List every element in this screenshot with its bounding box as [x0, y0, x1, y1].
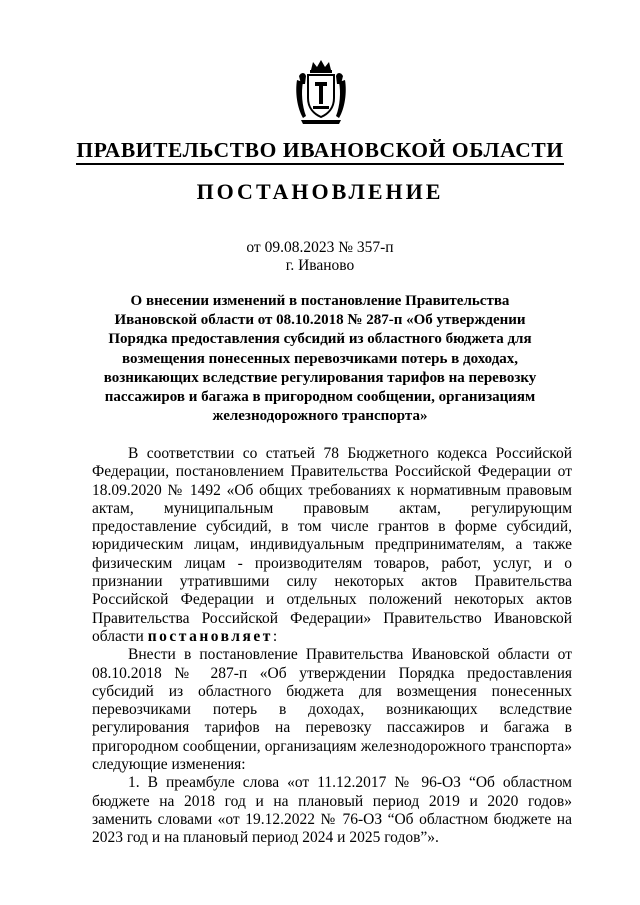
- intro-paragraph: Внести в постановление Правительства Ивановской области от 08.10.2018 № 287-п «Об утверждении Порядка предоставления субсидий из областного бюджета для возмещения понесенных перевозчиками потерь в доходах, возникающих вследствие регулирования тарифов на перевозку пассажиров и багажа в пригородном сообщении, организациям железнодорожного транспорта» следующие изменения:: [92, 646, 572, 774]
- document-date-number: от 09.08.2023 № 357-п: [246, 239, 394, 256]
- document-body: [92, 445, 572, 848]
- document-type: ПОСТАНОВЛЕНИЕ: [196, 179, 444, 204]
- organization-title: ПРАВИТЕЛЬСТВО ИВАНОВСКОЙ ОБЛАСТИ: [0, 138, 640, 163]
- coat-of-arms-icon: [293, 58, 349, 128]
- resolves-word: постановляет: [147, 627, 273, 645]
- preamble-paragraph: [92, 445, 572, 646]
- resolves-colon: :: [272, 627, 278, 645]
- item-1-paragraph: 1. В преамбуле слова «от 11.12.2017 № 96-ОЗ “Об областном бюджете на 2018 год и на плановый период 2019 и 2020 годов» заменить словами «от 19.12.2022 № 76-ОЗ “Об областном бюджете на 2023 год и на плановый период 2024 и 2025 годов”».: [92, 774, 572, 847]
- document-city: г. Иваново: [285, 257, 355, 274]
- preamble-text: В соответствии со статьей 78 Бюджетного кодекса Российской Федерации, постановлением Правительства Российской Федерации от 18.09.2020 № 1492 «Об общих требованиях к нормативным правовым актам, муниципальным правовым актам, регулирующим предоставление субсидий, в том числе грантов в форме субсидий, юридическим лицам, индивидуальным предпринимателям, а также физическим лицам - производителям товаров, работ, услуг, и о признании утратившими силу некоторых актов Правительства Российской Федерации и отдельных положений некоторых актов Правительства Российской Федерации» Правительство Ивановской области: [92, 445, 572, 645]
- document-subject: О внесении изменений в постановление Правительства Ивановской области от 08.10.2018 № 287-п «Об утверждении Порядка предоставления субсидий из областного бюджета для возмещения понесенных перевозчиками потерь в доходах, возникающих вследствие регулирования тарифов на перевозку пассажиров и багажа в пригородном сообщении, организациям железнодорожного транспорта»: [103, 293, 537, 425]
